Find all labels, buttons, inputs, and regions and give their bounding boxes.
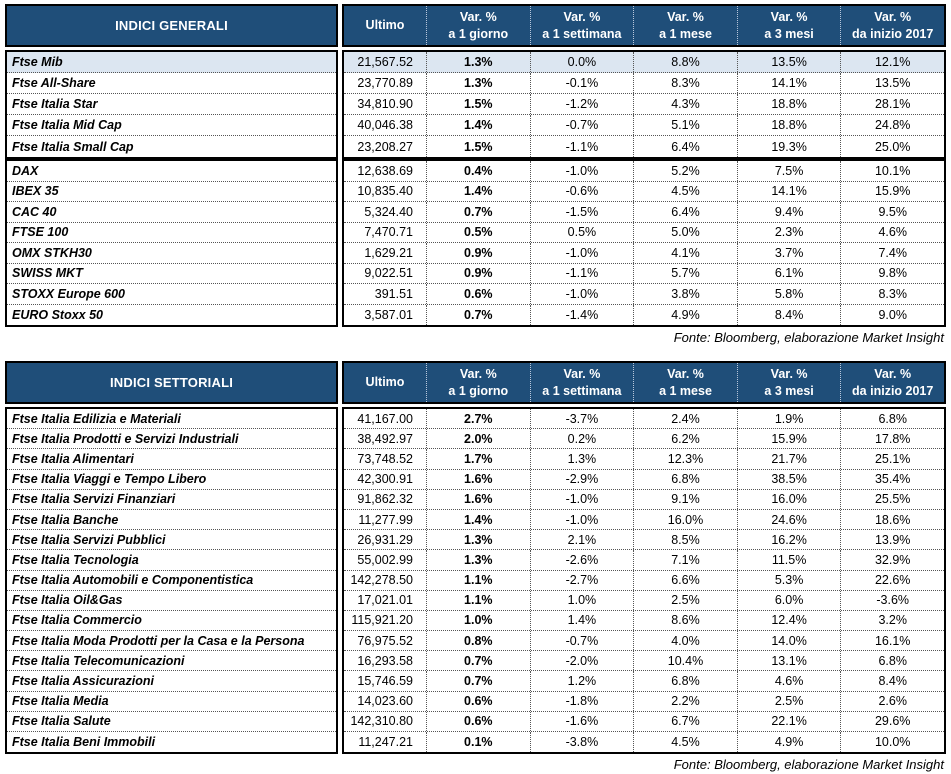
value-var-3m: 14.0% bbox=[737, 631, 841, 650]
value-var-1w: -1.1% bbox=[530, 136, 634, 157]
table-row bbox=[344, 305, 944, 326]
value-var-3m: 15.9% bbox=[737, 429, 841, 448]
value-var-3m: 13.5% bbox=[737, 52, 841, 72]
value-var-3m: 12.4% bbox=[737, 611, 841, 630]
value-var-1w: -0.6% bbox=[530, 182, 634, 202]
value-var-1d: 1.6% bbox=[426, 470, 530, 489]
index-name: Ftse Italia Moda Prodotti per la Casa e la Persona bbox=[7, 631, 336, 651]
table-row bbox=[344, 409, 944, 429]
table-indici-settoriali bbox=[5, 361, 946, 774]
value-var-1m: 16.0% bbox=[633, 510, 737, 529]
index-name: Ftse Italia Viaggi e Tempo Libero bbox=[7, 470, 336, 490]
value-var-ytd: 7.4% bbox=[840, 243, 944, 263]
value-var-ytd: 28.1% bbox=[840, 94, 944, 114]
column-header-line2: a 3 mesi bbox=[764, 26, 814, 41]
value-var-1m: 4.0% bbox=[633, 631, 737, 650]
value-var-1m: 2.5% bbox=[633, 591, 737, 610]
value-var-1m: 5.2% bbox=[633, 161, 737, 181]
table-row bbox=[344, 692, 944, 712]
value-var-1w: -3.8% bbox=[530, 732, 634, 752]
value-var-1w: -1.0% bbox=[530, 284, 634, 304]
value-var-ytd: 22.6% bbox=[840, 571, 944, 590]
column-header-var-3m bbox=[737, 363, 841, 402]
value-var-3m: 9.4% bbox=[737, 202, 841, 222]
column-header-line1: Var. % bbox=[770, 9, 808, 24]
table-row bbox=[344, 591, 944, 611]
table-row bbox=[344, 284, 944, 305]
value-var-1w: 0.0% bbox=[530, 52, 634, 72]
value-var-3m: 2.5% bbox=[737, 692, 841, 711]
value-var-1w: -1.1% bbox=[530, 264, 634, 284]
value-ultimo: 391.51 bbox=[374, 286, 413, 301]
column-header-line2: a 1 mese bbox=[659, 383, 712, 398]
index-group bbox=[5, 50, 946, 159]
table-row bbox=[344, 671, 944, 691]
value-ultimo: 15,746.59 bbox=[357, 674, 413, 689]
value-var-1d: 1.5% bbox=[426, 136, 530, 157]
value-var-ytd: 8.4% bbox=[840, 671, 944, 690]
table-indici-generali bbox=[5, 4, 946, 347]
index-name: FTSE 100 bbox=[7, 223, 336, 244]
value-var-ytd: 24.8% bbox=[840, 115, 944, 135]
value-var-1w: -1.0% bbox=[530, 510, 634, 529]
column-header-var-1m bbox=[633, 363, 737, 402]
value-ultimo: 42,300.91 bbox=[357, 472, 413, 487]
value-var-1w: -1.0% bbox=[530, 490, 634, 509]
value-var-1d: 1.4% bbox=[426, 510, 530, 529]
table-row bbox=[344, 470, 944, 490]
index-name: Ftse Italia Banche bbox=[7, 510, 336, 530]
value-var-1m: 9.1% bbox=[633, 490, 737, 509]
index-name: IBEX 35 bbox=[7, 182, 336, 203]
value-var-1m: 6.7% bbox=[633, 712, 737, 731]
value-var-1d: 1.1% bbox=[426, 571, 530, 590]
value-var-1w: 0.2% bbox=[530, 429, 634, 448]
column-header-label: Ultimo bbox=[365, 18, 405, 33]
index-name: Ftse Italia Media bbox=[7, 692, 336, 712]
source-note: Fonte: Bloomberg, elaborazione Market Insight bbox=[673, 330, 944, 345]
table-row bbox=[344, 136, 944, 157]
value-var-ytd: 32.9% bbox=[840, 550, 944, 569]
value-var-1w: -0.7% bbox=[530, 631, 634, 650]
value-var-1m: 4.5% bbox=[633, 182, 737, 202]
table-row bbox=[344, 732, 944, 752]
index-name-column bbox=[5, 159, 338, 327]
value-var-3m: 8.4% bbox=[737, 305, 841, 326]
value-var-1m: 2.2% bbox=[633, 692, 737, 711]
value-var-1d: 0.6% bbox=[426, 284, 530, 304]
value-var-1m: 2.4% bbox=[633, 409, 737, 428]
value-var-1m: 4.9% bbox=[633, 305, 737, 326]
value-var-1d: 0.7% bbox=[426, 305, 530, 326]
column-headers bbox=[342, 4, 946, 47]
table-row bbox=[344, 264, 944, 285]
index-name: OMX STKH30 bbox=[7, 243, 336, 264]
index-name: DAX bbox=[7, 161, 336, 182]
column-header-line2: a 1 settimana bbox=[542, 26, 622, 41]
table-row bbox=[344, 490, 944, 510]
value-var-1m: 3.8% bbox=[633, 284, 737, 304]
tables-gap bbox=[5, 347, 946, 361]
index-values-column bbox=[342, 50, 946, 159]
value-var-ytd: 25.1% bbox=[840, 449, 944, 468]
value-var-3m: 19.3% bbox=[737, 136, 841, 157]
value-var-3m: 1.9% bbox=[737, 409, 841, 428]
value-var-1w: 1.0% bbox=[530, 591, 634, 610]
index-values-column bbox=[342, 407, 946, 754]
value-ultimo: 34,810.90 bbox=[357, 97, 413, 111]
value-var-3m: 7.5% bbox=[737, 161, 841, 181]
table-row bbox=[344, 115, 944, 136]
column-header-line1: Var. % bbox=[770, 366, 808, 381]
table-row bbox=[344, 449, 944, 469]
value-var-1d: 1.0% bbox=[426, 611, 530, 630]
value-var-ytd: 15.9% bbox=[840, 182, 944, 202]
index-name: Ftse All-Share bbox=[7, 73, 336, 94]
value-var-1w: 1.2% bbox=[530, 671, 634, 690]
value-var-1w: -2.6% bbox=[530, 550, 634, 569]
index-name-column bbox=[5, 50, 338, 159]
source-note: Fonte: Bloomberg, elaborazione Market Insight bbox=[673, 757, 944, 773]
column-header-var-1d bbox=[426, 363, 530, 402]
value-var-ytd: -3.6% bbox=[840, 591, 944, 610]
value-ultimo: 115,921.20 bbox=[351, 613, 413, 628]
column-header-line1: Var. % bbox=[563, 9, 601, 24]
value-var-3m: 14.1% bbox=[737, 73, 841, 93]
table-header bbox=[5, 361, 946, 404]
table-header bbox=[5, 4, 946, 47]
table-row bbox=[344, 530, 944, 550]
value-var-1m: 6.8% bbox=[633, 470, 737, 489]
index-name: STOXX Europe 600 bbox=[7, 284, 336, 305]
index-name: Ftse Italia Assicurazioni bbox=[7, 671, 336, 691]
value-var-3m: 21.7% bbox=[737, 449, 841, 468]
table-row bbox=[344, 223, 944, 244]
table-row bbox=[344, 429, 944, 449]
value-ultimo: 5,324.40 bbox=[364, 204, 413, 219]
value-var-ytd: 3.2% bbox=[840, 611, 944, 630]
value-var-1d: 1.3% bbox=[426, 550, 530, 569]
value-var-1d: 1.3% bbox=[426, 530, 530, 549]
value-ultimo: 38,492.97 bbox=[357, 431, 413, 446]
index-values-column bbox=[342, 159, 946, 327]
value-var-1m: 5.0% bbox=[633, 223, 737, 243]
value-var-1w: -0.1% bbox=[530, 73, 634, 93]
table-row bbox=[344, 611, 944, 631]
table-body bbox=[5, 50, 946, 327]
index-name-column bbox=[5, 407, 338, 754]
value-var-1d: 1.4% bbox=[426, 182, 530, 202]
value-ultimo: 91,862.32 bbox=[357, 492, 413, 507]
index-name: Ftse Italia Prodotti e Servizi Industriali bbox=[7, 429, 336, 449]
column-header-line2: a 1 mese bbox=[659, 26, 712, 41]
value-var-ytd: 9.8% bbox=[840, 264, 944, 284]
table-row bbox=[344, 52, 944, 73]
index-group bbox=[5, 159, 946, 327]
value-var-3m: 18.8% bbox=[737, 94, 841, 114]
value-var-1m: 6.4% bbox=[633, 136, 737, 157]
table-body bbox=[5, 407, 946, 754]
value-var-1d: 2.7% bbox=[426, 409, 530, 428]
value-var-ytd: 10.0% bbox=[840, 732, 944, 752]
value-var-1d: 0.9% bbox=[426, 243, 530, 263]
value-ultimo: 73,748.52 bbox=[357, 451, 413, 466]
index-name: Ftse Italia Star bbox=[7, 94, 336, 115]
value-var-1w: -2.9% bbox=[530, 470, 634, 489]
value-var-1w: -1.6% bbox=[530, 712, 634, 731]
index-group bbox=[5, 407, 946, 754]
table-title: INDICI GENERALI bbox=[5, 4, 338, 47]
column-headers bbox=[342, 361, 946, 404]
column-header-line1: Var. % bbox=[563, 366, 601, 381]
column-header-var-3m bbox=[737, 6, 841, 45]
value-ultimo: 7,470.71 bbox=[364, 225, 413, 240]
index-name: Ftse Italia Servizi Pubblici bbox=[7, 530, 336, 550]
value-var-3m: 4.9% bbox=[737, 732, 841, 752]
value-ultimo: 16,293.58 bbox=[357, 653, 413, 668]
value-ultimo: 10,835.40 bbox=[357, 184, 413, 199]
index-name: Ftse Italia Automobili e Componentistica bbox=[7, 571, 336, 591]
index-name: Ftse Italia Small Cap bbox=[12, 139, 134, 154]
value-var-3m: 38.5% bbox=[737, 470, 841, 489]
value-ultimo: 11,247.21 bbox=[358, 735, 413, 750]
index-name: Ftse Mib bbox=[7, 52, 336, 73]
value-var-1w: -0.7% bbox=[530, 115, 634, 135]
value-var-1m: 8.8% bbox=[633, 52, 737, 72]
value-var-ytd: 9.0% bbox=[840, 305, 944, 326]
column-header-line1: Var. % bbox=[667, 9, 704, 24]
value-var-1d: 1.3% bbox=[426, 73, 530, 93]
value-var-1w: -2.7% bbox=[530, 571, 634, 590]
value-var-ytd: 29.6% bbox=[840, 712, 944, 731]
value-var-1w: 1.3% bbox=[530, 449, 634, 468]
column-header-line1: Var. % bbox=[459, 9, 497, 24]
value-var-1d: 2.0% bbox=[426, 429, 530, 448]
index-name: Ftse Italia Servizi Finanziari bbox=[7, 490, 336, 510]
value-var-1d: 0.1% bbox=[426, 732, 530, 752]
value-var-ytd: 10.1% bbox=[840, 161, 944, 181]
value-var-ytd: 8.3% bbox=[840, 284, 944, 304]
index-name: Ftse Italia Alimentari bbox=[7, 449, 336, 469]
value-ultimo: 142,278.50 bbox=[350, 573, 413, 588]
value-var-1w: -3.7% bbox=[530, 409, 634, 428]
value-var-ytd: 12.1% bbox=[840, 52, 944, 72]
value-ultimo: 76,975.52 bbox=[357, 633, 413, 648]
value-var-1d: 0.6% bbox=[426, 712, 530, 731]
value-var-1d: 1.1% bbox=[426, 591, 530, 610]
value-var-3m: 16.2% bbox=[737, 530, 841, 549]
value-var-1m: 6.4% bbox=[633, 202, 737, 222]
value-ultimo: 142,310.80 bbox=[350, 714, 413, 729]
table-row bbox=[344, 161, 944, 182]
index-name: Ftse Italia Beni Immobili bbox=[12, 735, 156, 750]
table-row bbox=[344, 182, 944, 203]
value-ultimo: 41,167.00 bbox=[357, 411, 413, 426]
value-var-1m: 6.8% bbox=[633, 671, 737, 690]
value-var-1d: 0.6% bbox=[426, 692, 530, 711]
value-var-3m: 2.3% bbox=[737, 223, 841, 243]
value-ultimo: 12,638.69 bbox=[357, 163, 413, 178]
value-var-1m: 4.3% bbox=[633, 94, 737, 114]
column-header-ultimo bbox=[344, 6, 426, 45]
value-var-ytd: 9.5% bbox=[840, 202, 944, 222]
index-name: Ftse Italia Salute bbox=[7, 712, 336, 732]
value-var-1w: -1.2% bbox=[530, 94, 634, 114]
column-header-ultimo bbox=[344, 363, 426, 402]
value-var-3m: 24.6% bbox=[737, 510, 841, 529]
value-var-1d: 1.6% bbox=[426, 490, 530, 509]
value-var-1m: 6.2% bbox=[633, 429, 737, 448]
value-var-3m: 16.0% bbox=[737, 490, 841, 509]
value-var-1d: 1.3% bbox=[426, 52, 530, 72]
table-row bbox=[344, 631, 944, 651]
value-var-1w: -1.0% bbox=[530, 161, 634, 181]
column-header-line1: Var. % bbox=[874, 9, 912, 24]
value-var-1w: -1.0% bbox=[530, 243, 634, 263]
table-row bbox=[344, 94, 944, 115]
value-var-1d: 0.9% bbox=[426, 264, 530, 284]
value-ultimo: 14,023.60 bbox=[357, 694, 413, 709]
value-ultimo: 11,277.99 bbox=[358, 512, 413, 527]
value-var-ytd: 25.0% bbox=[840, 136, 944, 157]
column-header-var-1d bbox=[426, 6, 530, 45]
value-var-1d: 0.7% bbox=[426, 202, 530, 222]
value-ultimo: 21,567.52 bbox=[357, 55, 413, 69]
index-name: Ftse Italia Commercio bbox=[7, 611, 336, 631]
index-name: SWISS MKT bbox=[7, 264, 336, 285]
value-var-ytd: 2.6% bbox=[840, 692, 944, 711]
value-var-ytd: 25.5% bbox=[840, 490, 944, 509]
column-header-var-1m bbox=[633, 6, 737, 45]
column-header-line2: a 1 settimana bbox=[542, 383, 622, 398]
column-header-var-1w bbox=[530, 363, 634, 402]
value-var-1m: 5.7% bbox=[633, 264, 737, 284]
value-var-ytd: 13.9% bbox=[840, 530, 944, 549]
value-ultimo: 23,770.89 bbox=[357, 76, 413, 90]
value-ultimo: 55,002.99 bbox=[357, 552, 413, 567]
value-var-ytd: 16.1% bbox=[840, 631, 944, 650]
value-var-1m: 12.3% bbox=[633, 449, 737, 468]
value-var-1d: 1.4% bbox=[426, 115, 530, 135]
column-header-line1: Var. % bbox=[667, 366, 704, 381]
index-name: CAC 40 bbox=[7, 202, 336, 223]
value-var-1m: 4.5% bbox=[633, 732, 737, 752]
value-var-3m: 6.0% bbox=[737, 591, 841, 610]
value-var-1d: 0.5% bbox=[426, 223, 530, 243]
table-row bbox=[344, 712, 944, 732]
column-header-line2: da inizio 2017 bbox=[852, 383, 934, 398]
table-title: INDICI SETTORIALI bbox=[5, 361, 338, 404]
value-var-1m: 10.4% bbox=[633, 651, 737, 670]
column-header-var-1w bbox=[530, 6, 634, 45]
column-header-line1: Var. % bbox=[874, 366, 912, 381]
value-var-ytd: 35.4% bbox=[840, 470, 944, 489]
value-var-3m: 14.1% bbox=[737, 182, 841, 202]
value-var-3m: 13.1% bbox=[737, 651, 841, 670]
value-var-1w: -1.8% bbox=[530, 692, 634, 711]
value-var-3m: 22.1% bbox=[737, 712, 841, 731]
value-var-1d: 0.4% bbox=[426, 161, 530, 181]
value-var-1m: 6.6% bbox=[633, 571, 737, 590]
value-var-3m: 3.7% bbox=[737, 243, 841, 263]
value-var-1d: 1.7% bbox=[426, 449, 530, 468]
index-name: Ftse Italia Telecomunicazioni bbox=[7, 651, 336, 671]
value-var-3m: 6.1% bbox=[737, 264, 841, 284]
column-header-var-ytd bbox=[840, 6, 944, 45]
table-row bbox=[344, 243, 944, 264]
value-var-3m: 18.8% bbox=[737, 115, 841, 135]
index-name: Ftse Italia Edilizia e Materiali bbox=[7, 409, 336, 429]
value-ultimo: 3,587.01 bbox=[364, 307, 413, 322]
value-var-1m: 8.5% bbox=[633, 530, 737, 549]
column-header-line2: a 3 mesi bbox=[764, 383, 814, 398]
value-var-1d: 0.8% bbox=[426, 631, 530, 650]
index-name: Ftse Italia Tecnologia bbox=[7, 550, 336, 570]
value-ultimo: 9,022.51 bbox=[364, 266, 413, 281]
table-row bbox=[344, 510, 944, 530]
table-row bbox=[344, 202, 944, 223]
value-var-1d: 1.5% bbox=[426, 94, 530, 114]
value-var-ytd: 6.8% bbox=[840, 651, 944, 670]
value-var-1w: -2.0% bbox=[530, 651, 634, 670]
index-name: Ftse Italia Oil&Gas bbox=[7, 591, 336, 611]
table-row bbox=[344, 571, 944, 591]
value-var-ytd: 6.8% bbox=[840, 409, 944, 428]
value-ultimo: 17,021.01 bbox=[357, 593, 413, 608]
value-var-1w: 2.1% bbox=[530, 530, 634, 549]
value-var-1w: 1.4% bbox=[530, 611, 634, 630]
value-var-ytd: 17.8% bbox=[840, 429, 944, 448]
value-var-3m: 11.5% bbox=[737, 550, 841, 569]
value-var-1d: 0.7% bbox=[426, 671, 530, 690]
value-var-1w: -1.5% bbox=[530, 202, 634, 222]
index-name: Ftse Italia Mid Cap bbox=[7, 115, 336, 136]
value-var-1m: 8.3% bbox=[633, 73, 737, 93]
column-header-label: Ultimo bbox=[365, 375, 405, 390]
value-var-1m: 5.1% bbox=[633, 115, 737, 135]
table-row bbox=[344, 651, 944, 671]
value-var-1d: 0.7% bbox=[426, 651, 530, 670]
column-header-line1: Var. % bbox=[459, 366, 497, 381]
value-var-3m: 4.6% bbox=[737, 671, 841, 690]
value-ultimo: 1,629.21 bbox=[364, 245, 413, 260]
column-header-line2: a 1 giorno bbox=[448, 26, 509, 41]
value-var-ytd: 13.5% bbox=[840, 73, 944, 93]
value-var-1m: 7.1% bbox=[633, 550, 737, 569]
table-row bbox=[344, 73, 944, 94]
value-var-1m: 8.6% bbox=[633, 611, 737, 630]
value-ultimo: 40,046.38 bbox=[357, 118, 413, 132]
column-header-var-ytd bbox=[840, 363, 944, 402]
table-row bbox=[344, 550, 944, 570]
column-header-line2: a 1 giorno bbox=[448, 383, 509, 398]
value-var-3m: 5.3% bbox=[737, 571, 841, 590]
value-var-1w: 0.5% bbox=[530, 223, 634, 243]
value-ultimo: 23,208.27 bbox=[357, 139, 413, 154]
value-var-1w: -1.4% bbox=[530, 305, 634, 326]
column-header-line2: da inizio 2017 bbox=[852, 26, 934, 41]
value-ultimo: 26,931.29 bbox=[357, 532, 413, 547]
value-var-1m: 4.1% bbox=[633, 243, 737, 263]
value-var-3m: 5.8% bbox=[737, 284, 841, 304]
value-var-ytd: 18.6% bbox=[840, 510, 944, 529]
value-var-ytd: 4.6% bbox=[840, 223, 944, 243]
index-name: EURO Stoxx 50 bbox=[12, 307, 104, 322]
